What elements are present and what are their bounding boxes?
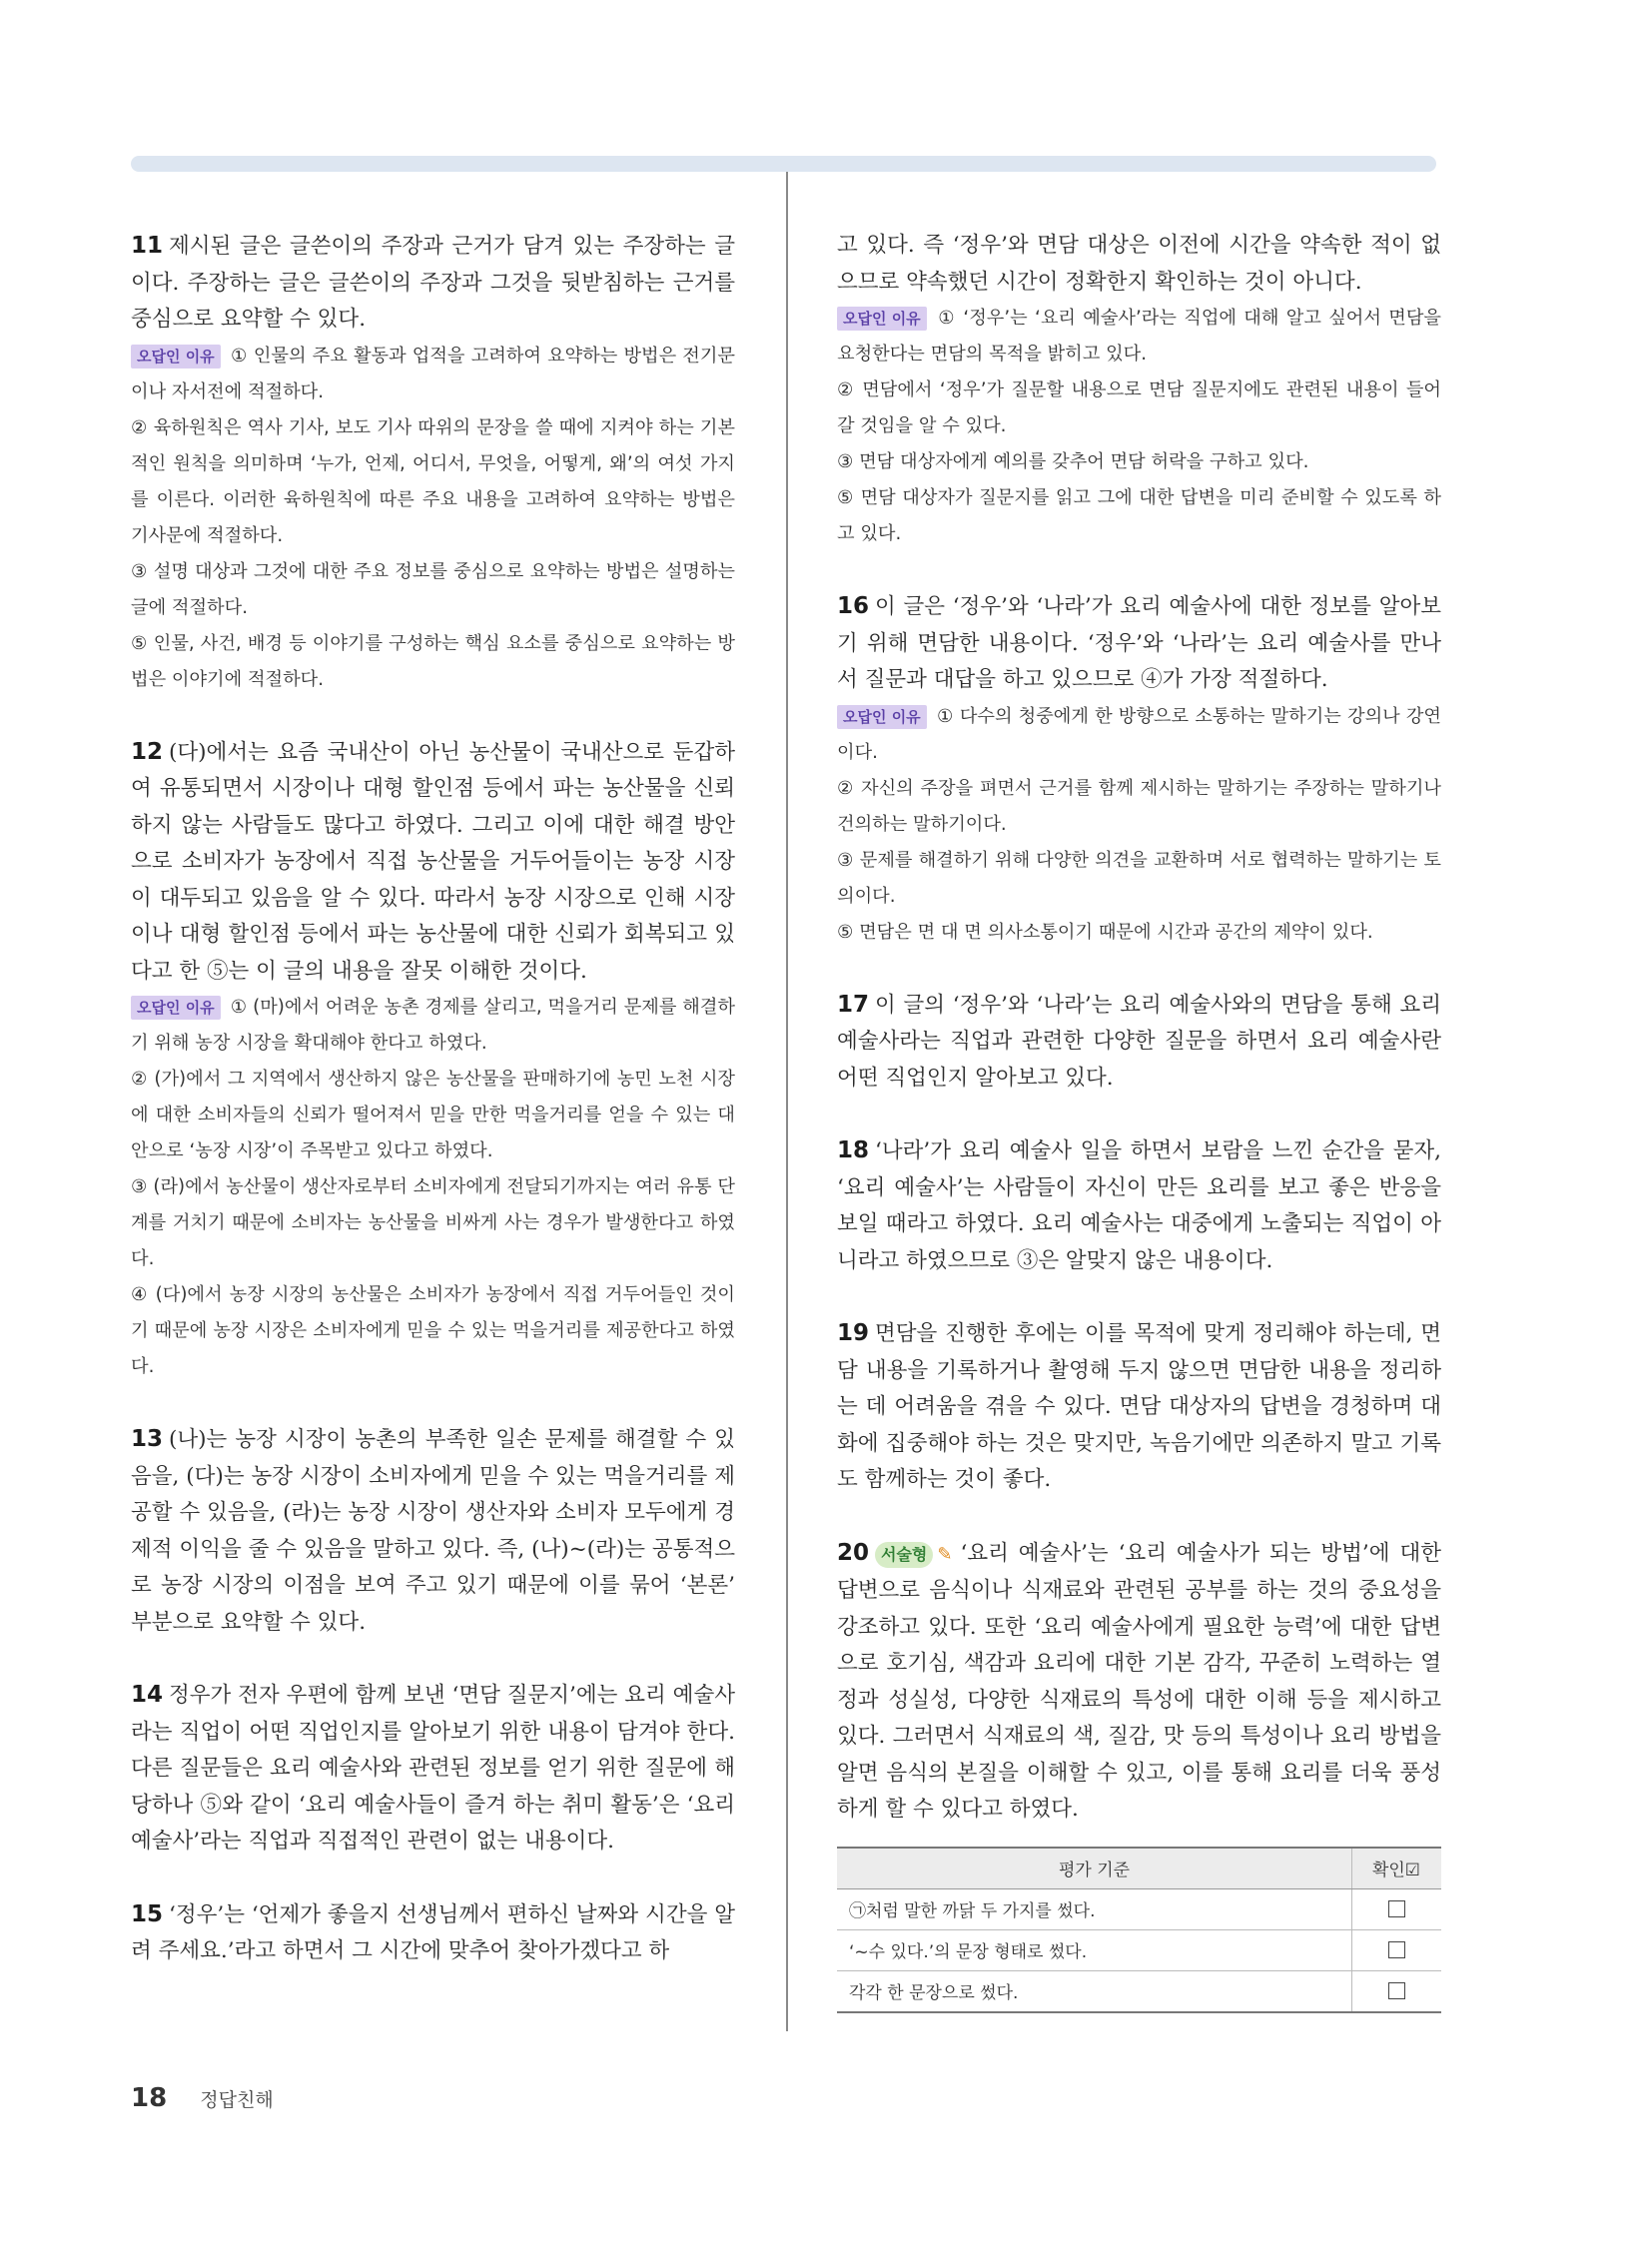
answer-12-text: 12 (다)에서는 요즘 국내산이 아닌 농산물이 국내산으로 둔갑하여 유통되면서 시장이나 대형 할인점 등에서 파는 농산물을 신뢰하지 않는 사람들도 많다고 하였다. 그리고 이에 대한 해결 방안으로 소비자가 농장에서 직접 농산물을 거두어들이는 농장 시장이 대두되고 있음을 알 수 있다. 따라서 농장 시장으로 인해 시장이나 대형 할인점 등에서 파는 농산물에 대한 신뢰가 회복되고 있다고 한 ⑤는 이 글의 내용을 잘못 이해한 것이다. [131, 738, 735, 984]
wrong-reason-4: ④ (다)에서 농장 시장의 농산물은 소비자가 농장에서 직접 거두어들인 것이기 때문에 농장 시장은 소비자에게 믿을 수 있는 먹을거리를 제공한다고 하였다. [131, 1284, 735, 1377]
wrong-reason-1: 오답인 이유 ① ‘정우’는 ‘요리 예술사’라는 직업에 대해 알고 싶어서 면담을 요청한다는 면담의 목적을 밝히고 있다. [837, 308, 1441, 365]
right-column [837, 228, 1441, 2049]
evaluation-table-header [837, 1848, 1441, 1889]
page-number: 18 [131, 2083, 168, 2113]
wrong-reason-3: ③ (라)에서 농산물이 생산자로부터 소비자에게 전달되기까지는 여러 유통 단계를 거치기 때문에 소비자는 농산물을 비싸게 사는 경우가 발생한다고 하였다. [131, 1176, 735, 1269]
wrong-reason-1: 오답인 이유 ① 인물의 주요 활동과 업적을 고려하여 요약하는 방법은 전기문이나 자서전에 적절하다. [131, 345, 735, 402]
answer-19-text: 19 면담을 진행한 후에는 이를 목적에 맞게 정리해야 하는데, 면담 내용을 기록하거나 촬영해 두지 않으면 면담한 내용을 정리하는 데 어려움을 겪을 수 있다. 면담 대상자의 답변을 경청하며 대화에 집중해야 하는 것은 맞지만, 녹음기에만 의존하지 말고 기록도 함께하는 것이 좋다. [837, 1320, 1441, 1492]
answer-11-text: 11 제시된 글은 글쓴이의 주장과 근거가 담겨 있는 주장하는 글이다. 주장하는 글은 글쓴이의 주장과 그것을 뒷받침하는 근거를 중심으로 요약할 수 있다. [131, 233, 735, 332]
table-row [837, 1970, 1441, 2012]
wrong-reason-tag: 오답인 이유 [131, 345, 221, 369]
check-cell [1352, 1929, 1442, 1970]
wrong-reason-1: 오답인 이유 ① (마)에서 어려운 농촌 경제를 살리고, 먹을거리 문제를 해결하기 위해 농장 시장을 확대해야 한다고 하였다. [131, 997, 735, 1054]
top-decorative-bar [131, 156, 1436, 172]
evaluation-table [837, 1847, 1441, 2013]
wrong-reason-tag: 오답인 이유 [837, 705, 927, 729]
answer-13-text: 13 (나)는 농장 시장이 농촌의 부족한 일손 문제를 해결할 수 있음을, (다)는 농장 시장이 소비자에게 믿을 수 있는 먹을거리를 제공할 수 있음을, (라)는 농장 시장이 생산자와 소비자 모두에게 경제적 이익을 줄 수 있음을 말하고 있다. 즉, (나)~(라)는 공통적으로 농장 시장의 이점을 보여 주고 있기 때문에 이를 묶어 ‘본론’ 부분으로 요약할 수 있다. [131, 1426, 735, 1635]
checkbox[interactable] [1388, 1900, 1405, 1917]
wrong-reason-3: ③ 문제를 해결하기 위해 다양한 의견을 교환하며 서로 협력하는 말하기는 토의이다. [837, 849, 1441, 907]
book-title: 정답친해 [200, 2089, 274, 2111]
table-row [837, 1929, 1441, 1970]
checkbox[interactable] [1388, 1941, 1405, 1958]
wrong-reason-1: 오답인 이유 ① 다수의 청중에게 한 방향으로 소통하는 말하기는 강의나 강연이다. [837, 705, 1441, 763]
answer-16 [837, 588, 1441, 951]
checkbox[interactable] [1388, 1982, 1405, 1999]
wrong-reason-2: ② 면담에서 ‘정우’가 질문할 내용으로 면담 질문지에도 관련된 내용이 들어갈 것임을 알 수 있다. [837, 379, 1441, 436]
check-header: 확인☑ [1352, 1848, 1442, 1889]
answer-17-text: 17 이 글의 ‘정우’와 ‘나라’는 요리 예술사와의 면담을 통해 요리 예술사라는 직업과 관련한 다양한 질문을 하면서 요리 예술사란 어떤 직업인지 알아보고 있다. [837, 991, 1441, 1091]
wrong-reason-3: ③ 면담 대상자에게 예의를 갖추어 면담 허락을 구하고 있다. [837, 451, 1309, 472]
wrong-reason-4: ⑤ 면담 대상자가 질문지를 읽고 그에 대한 답변을 미리 준비할 수 있도록 하고 있다. [837, 487, 1441, 544]
wrong-reason-2: ② 육하원칙은 역사 기사, 보도 기사 따위의 문장을 쓸 때에 지켜야 하는 기본적인 원칙을 의미하며 ‘누가, 언제, 어디서, 무엇을, 어떻게, 왜’의 여섯 가지를 이른다. 이러한 육하원칙에 따른 주요 내용을 고려하여 요약하는 방법은 기사문에 적절하다. [131, 416, 735, 546]
answer-16-text: 16 이 글은 ‘정우’와 ‘나라’가 요리 예술사에 대한 정보를 알아보기 위해 면담한 내용이다. ‘정우’와 ‘나라’는 요리 예술사를 만나서 질문과 대답을 하고 있으므로 ④가 가장 적절하다. [837, 593, 1441, 692]
criteria-header: 평가 기준 [837, 1848, 1352, 1889]
check-cell [1352, 1970, 1442, 2012]
wrong-reason-4: ⑤ 인물, 사건, 배경 등 이야기를 구성하는 핵심 요소를 중심으로 요약하는 방법은 이야기에 적절하다. [131, 632, 735, 690]
column-divider [786, 172, 788, 2031]
criteria-cell: ㉠처럼 말한 까닭 두 가지를 썼다. [837, 1888, 1352, 1929]
answer-15-text: 15 ‘정우’는 ‘언제가 좋을지 선생님께서 편하신 날짜와 시간을 알려 주세요.’라고 하면서 그 시간에 맞추어 찾아가겠다고 하 [131, 1900, 735, 1963]
criteria-cell: 각각 한 문장으로 썼다. [837, 1970, 1352, 2012]
answer-15-start [131, 1896, 735, 1970]
wrong-reason-tag: 오답인 이유 [131, 996, 221, 1020]
answer-19 [837, 1315, 1441, 1499]
pencil-icon: ✎ [937, 1543, 953, 1565]
wrong-reason-2: ② (가)에서 그 지역에서 생산하지 않은 농산물을 판매하기에 농민 노천 시장에 대한 소비자들의 신뢰가 떨어져서 믿을 만한 먹을거리를 얻을 수 있는 대안으로 ‘농장 시장’이 주목받고 있다고 하였다. [131, 1069, 735, 1161]
answer-18-text: 18 ‘나라’가 요리 예술사 일을 하면서 보람을 느낀 순간을 묻자, ‘요리 예술사’는 사람들이 자신이 만든 요리를 보고 좋은 반응을 보일 때라고 하였다. 요리 예술사는 대중에게 노출되는 직업이 아니라고 하였으므로 ③은 알맞지 않은 내용이다. [837, 1137, 1441, 1273]
left-column [131, 228, 735, 2006]
page-footer [131, 2083, 274, 2113]
answer-18 [837, 1132, 1441, 1279]
answer-17 [837, 987, 1441, 1098]
answer-20-text: 20 서술형 ✎ ‘요리 예술사’는 ‘요리 예술사가 되는 방법’에 대한 답변으로 음식이나 식재료와 관련된 공부를 하는 것의 중요성을 강조하고 있다. 또한 ‘요리 예술사에게 필요한 능력’에 대한 답변으로 호기심, 색감과 요리에 대한 기본 감각, 꾸준히 노력하는 열정과 성실성, 다양한 식재료의 특성에 대한 이해 등을 제시하고 있다. 그러면서 식재료의 색, 질감, 맛 등의 특성이나 요리 방법을 알면 음식의 본질을 이해할 수 있고, 이를 통해 요리를 더욱 풍성하게 할 수 있다고 하였다. [837, 1535, 1441, 1829]
essay-type-tag: 서술형 [875, 1542, 933, 1568]
answer-13 [131, 1421, 735, 1641]
answer-15-cont [837, 228, 1441, 552]
check-cell [1352, 1888, 1442, 1929]
criteria-cell: ‘~수 있다.’의 문장 형태로 썼다. [837, 1929, 1352, 1970]
answer-14 [131, 1677, 735, 1861]
answer-20 [837, 1535, 1441, 2013]
wrong-reason-tag: 오답인 이유 [837, 307, 927, 331]
answer-15-text-cont: 고 있다. 즉 ‘정우’와 면담 대상은 이전에 시간을 약속한 적이 없으므로 약속했던 시간이 정확한지 확인하는 것이 아니다. [837, 233, 1441, 295]
answer-12 [131, 734, 735, 1386]
table-row [837, 1888, 1441, 1929]
wrong-reason-2: ② 자신의 주장을 펴면서 근거를 함께 제시하는 말하기는 주장하는 말하기나 건의하는 말하기이다. [837, 777, 1441, 835]
wrong-reason-4: ⑤ 면담은 면 대 면 의사소통이기 때문에 시간과 공간의 제약이 있다. [837, 921, 1373, 943]
answer-11 [131, 228, 735, 698]
answer-14-text: 14 정우가 전자 우편에 함께 보낸 ‘면담 질문지’에는 요리 예술사라는 직업이 어떤 직업인지를 알아보기 위한 내용이 담겨야 한다. 다른 질문들은 요리 예술사와 관련된 정보를 얻기 위한 질문에 해당하나 ⑤와 같이 ‘요리 예술사들이 즐겨 하는 취미 활동’은 ‘요리 예술사’라는 직업과 직접적인 관련이 없는 내용이다. [131, 1682, 735, 1854]
wrong-reason-3: ③ 설명 대상과 그것에 대한 주요 정보를 중심으로 요약하는 방법은 설명하는 글에 적절하다. [131, 560, 735, 618]
